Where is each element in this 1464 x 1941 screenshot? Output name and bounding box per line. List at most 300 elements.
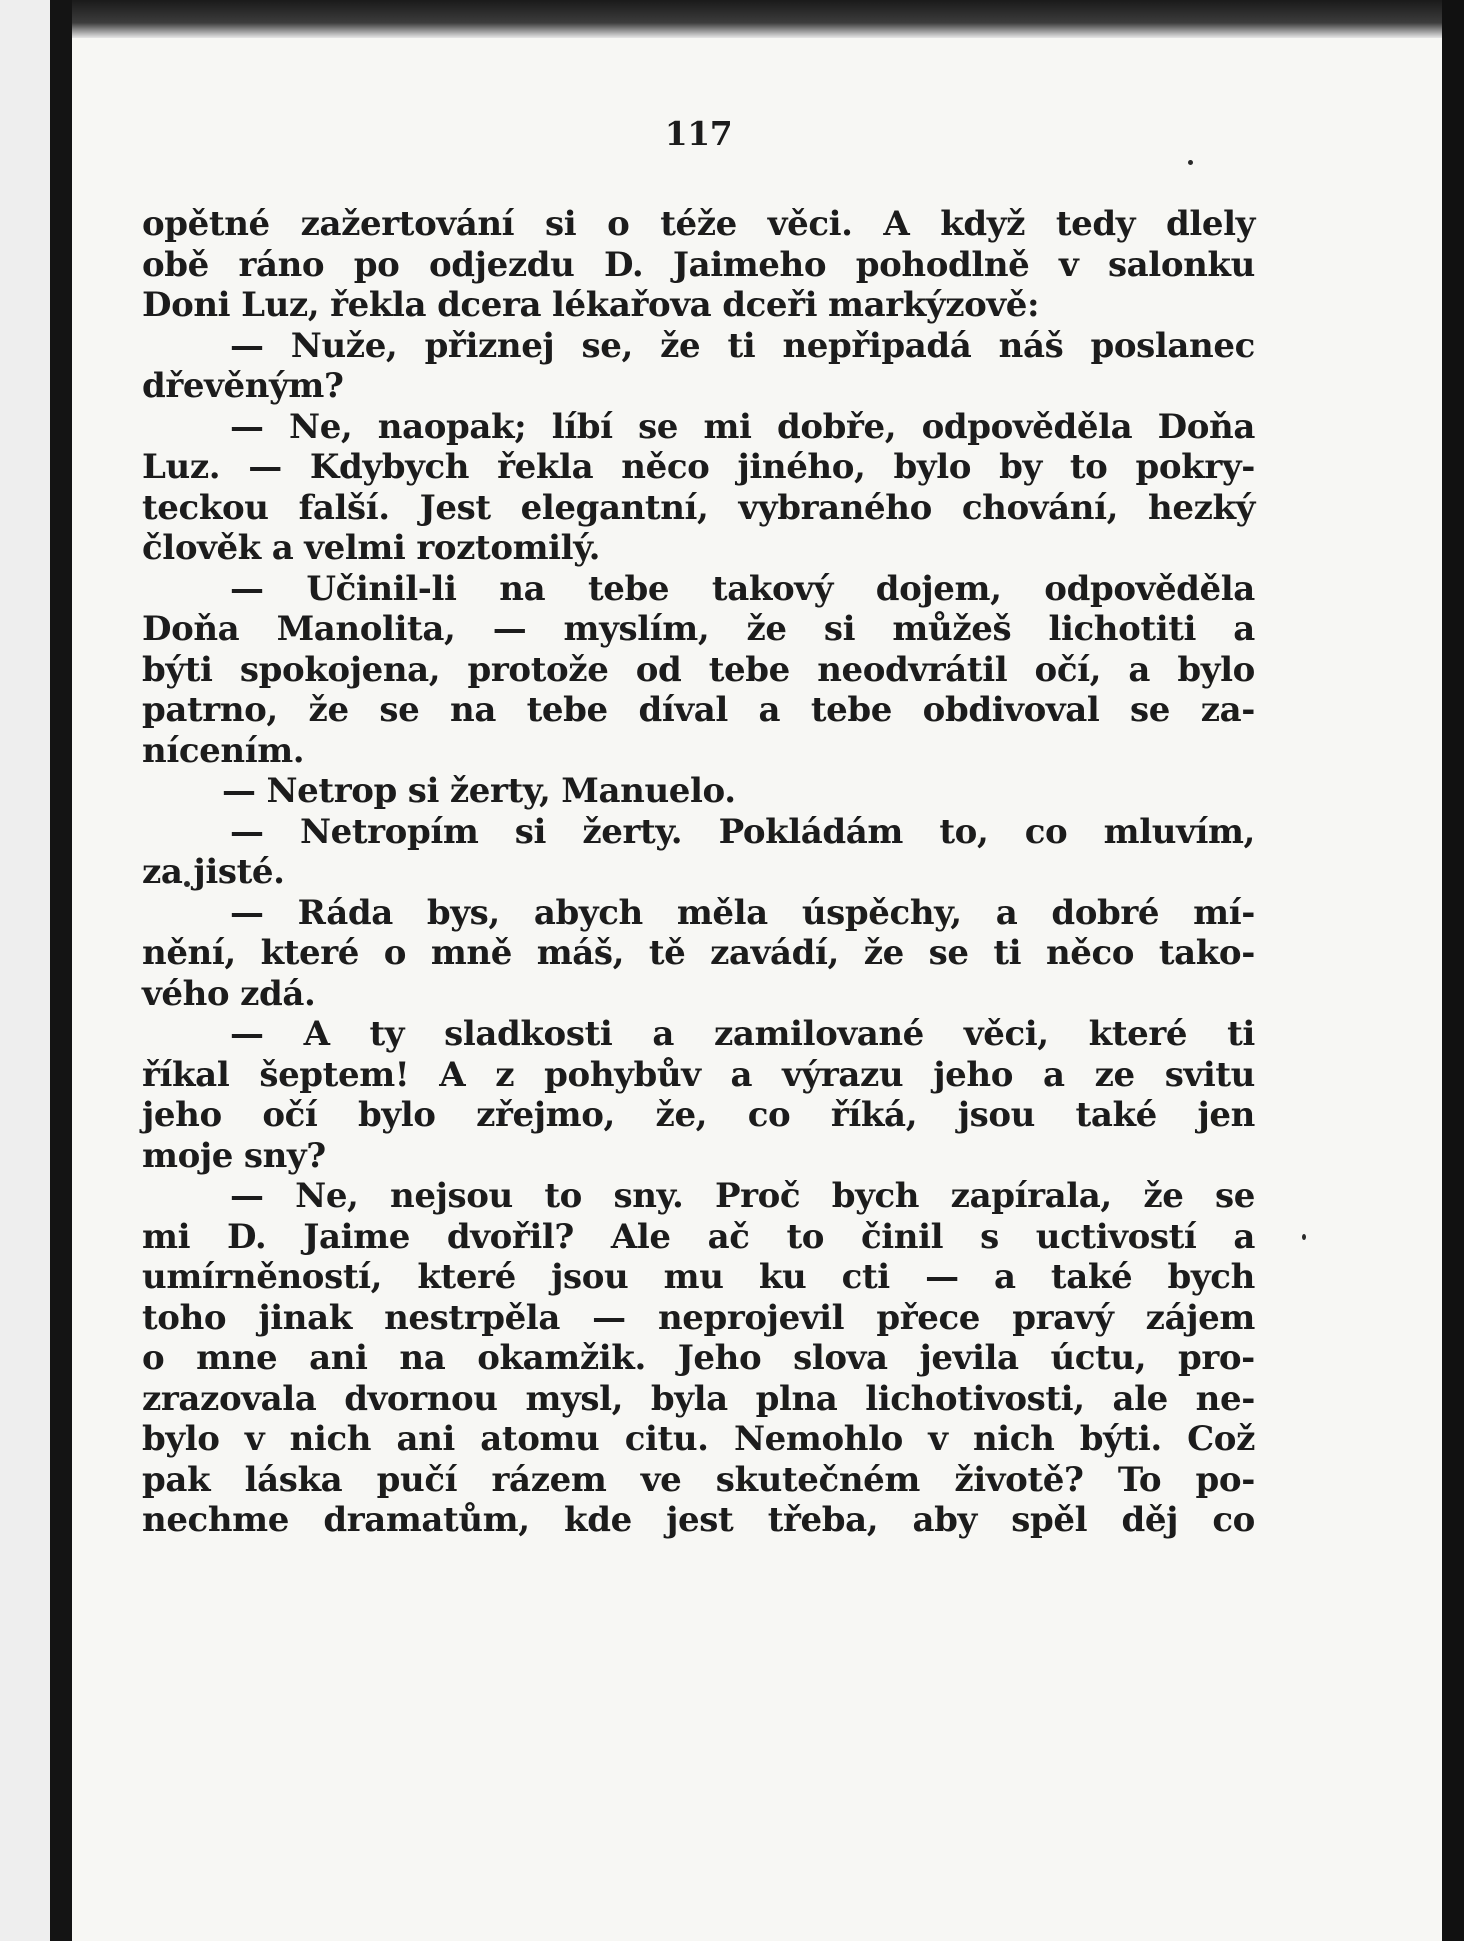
word: si	[407, 771, 440, 811]
word: teckou	[142, 487, 269, 528]
text-line	[142, 1136, 1255, 1177]
word: pohodlně	[855, 244, 1030, 285]
word: že	[660, 325, 701, 366]
word: Jaime	[303, 1216, 410, 1257]
word: řekla	[330, 285, 427, 325]
word: Nuže,	[290, 325, 398, 366]
word: nich	[289, 1419, 372, 1459]
word: mysl,	[525, 1378, 624, 1419]
word: téže	[660, 204, 737, 244]
word: sladkosti	[444, 1014, 613, 1054]
word: lichotivosti,	[865, 1378, 1085, 1419]
word: pro-	[1178, 1338, 1255, 1378]
word: tebe	[708, 649, 790, 690]
word: bylo	[893, 447, 972, 487]
scan-speck	[184, 881, 190, 887]
word: pokry-	[1135, 447, 1255, 487]
word: které	[1088, 1014, 1188, 1054]
word: ne-	[1195, 1378, 1255, 1419]
word: ti	[1227, 1014, 1255, 1054]
word: v	[1059, 244, 1079, 285]
word: tě	[648, 933, 686, 973]
word: že	[746, 609, 787, 649]
word: o	[383, 933, 407, 973]
word: —	[230, 892, 264, 933]
word: okamžik.	[477, 1338, 646, 1378]
word: sny?	[243, 1135, 326, 1176]
word: mí-	[1193, 892, 1255, 933]
word: láska	[244, 1459, 343, 1500]
text-line	[142, 852, 1255, 893]
scan-speck	[1188, 160, 1193, 165]
text-line	[142, 650, 1255, 691]
word: na	[450, 690, 496, 730]
word: a	[758, 690, 781, 730]
word: člověk	[142, 528, 261, 568]
word: ani	[396, 1419, 455, 1459]
body-text	[142, 204, 1255, 1541]
word: v	[244, 1419, 265, 1459]
word: A	[883, 204, 910, 244]
word: elegantní,	[520, 487, 709, 528]
word: děj	[1121, 1500, 1178, 1540]
word: ti	[727, 325, 756, 366]
word: díval	[638, 690, 728, 730]
word: na	[399, 1338, 446, 1378]
text-line	[142, 569, 1255, 610]
word: citu.	[624, 1419, 709, 1459]
word: věci,	[963, 1014, 1049, 1054]
word: tebe	[526, 690, 608, 730]
word: ze	[1094, 1054, 1135, 1095]
word: odpověděla	[1044, 568, 1255, 609]
word: to,	[939, 811, 989, 852]
word: A	[439, 1054, 466, 1095]
word: nich	[972, 1419, 1055, 1459]
word: to	[544, 1176, 582, 1216]
word: očí	[262, 1095, 318, 1135]
word: roztomilý.	[416, 528, 601, 568]
word: uctivostí	[1035, 1216, 1197, 1257]
word: neodvrátil	[817, 649, 1008, 690]
word: co	[1024, 811, 1068, 852]
word: To	[1117, 1459, 1162, 1500]
text-line	[142, 690, 1255, 731]
word: jsou	[551, 1257, 629, 1297]
text-line	[142, 1095, 1255, 1136]
word: jeho	[142, 1095, 222, 1135]
word: jinak	[258, 1297, 352, 1338]
word: za-	[1200, 690, 1255, 730]
word: mu	[663, 1257, 724, 1297]
word: jisté.	[193, 852, 285, 892]
word: poslanec	[1090, 325, 1255, 366]
word: nestrpěla	[384, 1297, 560, 1338]
word: tebe	[587, 568, 670, 609]
word: skutečném	[715, 1459, 920, 1500]
word: a	[1042, 1054, 1065, 1095]
word: můžeš	[892, 609, 1012, 649]
word: po	[353, 244, 400, 285]
word: jiného,	[737, 447, 866, 487]
word: bych	[1167, 1257, 1255, 1297]
word: říká,	[830, 1095, 918, 1135]
word: ty	[369, 1014, 405, 1054]
word: plna	[755, 1378, 838, 1419]
word: obě	[142, 244, 209, 285]
word: bys,	[426, 892, 500, 933]
word: Což	[1187, 1419, 1255, 1459]
word: D.	[227, 1216, 267, 1257]
word: když	[940, 204, 1026, 244]
word: něco	[621, 447, 710, 487]
word: Netrop	[266, 771, 397, 811]
word: a	[993, 1257, 1016, 1297]
word: měla	[676, 892, 768, 933]
word: řekla	[497, 447, 594, 487]
word: třeba,	[767, 1500, 879, 1540]
word: velmi	[304, 528, 406, 568]
word: falší.	[298, 487, 390, 528]
text-line	[142, 1014, 1255, 1055]
word: nejsou	[390, 1176, 513, 1216]
word: atomu	[480, 1419, 600, 1459]
word: toho	[142, 1297, 227, 1338]
word: že	[863, 933, 904, 973]
text-line	[142, 366, 1255, 407]
word: slova	[793, 1338, 888, 1378]
word: v	[928, 1419, 948, 1459]
word: co	[747, 1095, 791, 1135]
word: jevila	[919, 1338, 1019, 1378]
word: sny.	[613, 1176, 684, 1216]
word: mi	[142, 1216, 191, 1257]
word: od	[635, 649, 682, 690]
word: to	[1069, 447, 1108, 487]
word: o	[142, 1338, 165, 1378]
text-line	[142, 1419, 1255, 1460]
word: býti	[142, 649, 213, 690]
word: svitu	[1164, 1054, 1255, 1095]
word: lékařova	[552, 285, 712, 325]
word: se	[1130, 690, 1171, 730]
word: náš	[998, 325, 1064, 366]
word: s	[980, 1216, 999, 1257]
text-line	[142, 285, 1255, 326]
word: také	[1075, 1095, 1157, 1135]
word: že	[308, 690, 349, 730]
text-line	[142, 1055, 1255, 1096]
word: dceři	[722, 285, 818, 325]
word: dobře,	[776, 406, 897, 447]
word: —	[248, 447, 282, 487]
word: Ne,	[295, 1176, 359, 1216]
word: odjezdu	[429, 244, 575, 285]
text-line	[142, 1298, 1255, 1339]
word: takový	[711, 568, 833, 609]
word: Doni	[142, 285, 231, 325]
word: Luz,	[241, 285, 320, 325]
word: se,	[581, 325, 633, 366]
word: se	[379, 690, 420, 730]
word: pohybův	[544, 1054, 701, 1095]
word: dojem,	[875, 568, 1002, 609]
word: jeho	[933, 1054, 1013, 1095]
word: zdá.	[240, 973, 316, 1014]
word: hezký	[1148, 487, 1255, 528]
word: a	[995, 892, 1018, 933]
word: a	[1233, 1216, 1255, 1257]
word: mi	[703, 406, 752, 447]
text-line	[142, 407, 1255, 448]
text-line	[142, 771, 1255, 812]
word: spokojena,	[239, 649, 441, 690]
word: že	[1143, 1176, 1184, 1216]
word: tebe	[810, 690, 892, 730]
word: o	[607, 204, 630, 244]
word: po-	[1195, 1459, 1255, 1500]
word: aby	[912, 1500, 977, 1540]
word: —	[230, 1014, 264, 1054]
text-line	[142, 204, 1255, 245]
word: opětné	[142, 204, 270, 244]
word: Manuelo.	[561, 771, 736, 811]
page-number: 117	[664, 114, 733, 153]
word: zamilované	[713, 1014, 924, 1054]
word: si	[823, 609, 856, 649]
word: bych	[831, 1176, 920, 1216]
word: mne	[196, 1338, 278, 1378]
word: —	[230, 568, 264, 609]
word: tedy	[1055, 204, 1136, 244]
word: co	[1212, 1500, 1255, 1540]
word: se	[1215, 1176, 1255, 1216]
word: nechme	[142, 1500, 289, 1540]
word: které	[260, 933, 360, 973]
word: pravý	[1012, 1297, 1114, 1338]
word: dlely	[1165, 204, 1255, 244]
word: si	[514, 811, 547, 852]
word: a	[1128, 649, 1151, 690]
word: očí,	[1034, 649, 1102, 690]
word: Jeho	[677, 1338, 762, 1378]
scan-speck	[1302, 1234, 1306, 1240]
word: žerty,	[449, 771, 551, 811]
word: ve	[640, 1459, 682, 1500]
word: Ne,	[289, 406, 353, 447]
word: kde	[564, 1500, 632, 1540]
word: zažertování	[300, 204, 515, 244]
word: a	[271, 528, 294, 568]
word: říkal	[142, 1054, 230, 1095]
text-line	[142, 1217, 1255, 1258]
word: —	[222, 771, 256, 811]
word: patrno,	[142, 690, 278, 730]
word: Kdybych	[309, 447, 470, 487]
word: si	[545, 204, 577, 244]
word: z	[495, 1054, 515, 1095]
word: přece	[876, 1297, 981, 1338]
word: činil	[860, 1216, 944, 1257]
word: životě?	[954, 1459, 1084, 1500]
word: býti.	[1079, 1419, 1162, 1459]
word: A	[303, 1014, 330, 1054]
word: —	[230, 406, 264, 447]
word: spěl	[1011, 1500, 1088, 1540]
word: rázem	[491, 1459, 607, 1500]
word: —	[925, 1257, 959, 1297]
word: abych	[533, 892, 643, 933]
text-line	[142, 1379, 1255, 1420]
word: nepřipadá	[782, 325, 972, 366]
word: zrazovala	[142, 1378, 317, 1419]
text-line	[142, 1460, 1255, 1501]
word: nícením.	[142, 730, 305, 771]
word: ač	[707, 1216, 750, 1257]
word: pak	[142, 1459, 211, 1500]
word: umírněností,	[142, 1257, 383, 1297]
word: a	[730, 1054, 753, 1095]
word: —	[230, 325, 264, 366]
word: neprojevil	[657, 1297, 845, 1338]
word: odpověděla	[921, 406, 1133, 447]
text-line	[142, 488, 1255, 529]
word: dramatům,	[323, 1500, 530, 1540]
word: Ráda	[297, 892, 393, 933]
text-line	[142, 893, 1255, 934]
word: vého	[142, 973, 230, 1014]
word: Pokládám	[718, 811, 904, 852]
word: to	[786, 1216, 825, 1257]
word: protože	[467, 649, 609, 690]
word: dcera	[437, 285, 542, 325]
word: úctu,	[1050, 1338, 1147, 1378]
word: nění,	[142, 933, 236, 973]
word: Učinil-li	[306, 568, 457, 609]
word: dřevěným?	[142, 366, 344, 406]
word: ti	[993, 933, 1022, 973]
word: —	[492, 609, 527, 649]
word: Ale	[610, 1216, 671, 1257]
word: Luz.	[142, 447, 221, 487]
word: dobré	[1051, 892, 1160, 933]
word: bylo	[142, 1419, 220, 1459]
word: zřejmo,	[476, 1095, 615, 1135]
word: markýzově:	[828, 285, 1040, 325]
word: ale	[1112, 1378, 1168, 1419]
word: cti	[841, 1257, 890, 1297]
word: a	[652, 1014, 674, 1054]
word: výrazu	[782, 1054, 904, 1095]
word: jest	[666, 1500, 734, 1540]
scan-border-top	[72, 0, 1442, 38]
word: mně	[430, 933, 512, 973]
word: myslím,	[563, 609, 710, 649]
word: na	[499, 568, 546, 609]
word: úspěchy,	[801, 892, 962, 933]
word: že,	[655, 1095, 708, 1135]
word: máš,	[536, 933, 625, 973]
text-line	[142, 609, 1255, 650]
word: moje	[142, 1135, 233, 1176]
word: se	[638, 406, 679, 447]
text-line	[142, 1338, 1255, 1379]
word: bylo	[1177, 649, 1255, 690]
word: Manolita,	[276, 609, 456, 649]
word: Doňa	[142, 609, 240, 649]
word: tako-	[1158, 933, 1255, 973]
word: —	[230, 811, 264, 852]
text-line	[142, 812, 1255, 853]
word: ku	[758, 1257, 807, 1297]
word: šeptem!	[259, 1054, 410, 1095]
word: ani	[309, 1338, 368, 1378]
word: žerty.	[582, 811, 683, 852]
text-line	[142, 1500, 1255, 1541]
word: zájem	[1145, 1297, 1255, 1338]
word: věci.	[767, 204, 853, 244]
word: Jaimeho	[672, 244, 827, 285]
word: líbí	[551, 406, 613, 447]
word: Nemohlo	[733, 1419, 903, 1459]
word: se	[928, 933, 969, 973]
text-line	[142, 245, 1255, 286]
word: Jest	[419, 487, 491, 528]
scan-border-right	[1442, 0, 1464, 1941]
text-line	[142, 933, 1255, 974]
word: něco	[1045, 933, 1135, 973]
word: Doňa	[1157, 406, 1255, 447]
word: zapírala,	[950, 1176, 1112, 1216]
text-line	[142, 731, 1255, 772]
word: přiznej	[424, 325, 555, 366]
word: Netropím	[299, 811, 479, 852]
word: také	[1050, 1257, 1133, 1297]
word: salonku	[1107, 244, 1255, 285]
word: —	[592, 1297, 626, 1338]
scan-border-left	[50, 0, 72, 1941]
page-sheet	[72, 38, 1442, 1941]
word: které	[417, 1257, 516, 1297]
word: obdivoval	[922, 690, 1100, 730]
word: dvořil?	[446, 1216, 574, 1257]
word: dvornou	[344, 1378, 498, 1419]
word: jsou	[957, 1095, 1035, 1135]
word: zavádí,	[710, 933, 839, 973]
word: ráno	[238, 244, 325, 285]
word: byla	[650, 1378, 728, 1419]
word: D.	[604, 244, 644, 285]
word: jen	[1197, 1095, 1255, 1135]
text-line	[142, 974, 1255, 1015]
word: chování,	[961, 487, 1119, 528]
word: bylo	[358, 1095, 436, 1135]
word: vybraného	[738, 487, 932, 528]
word: pučí	[376, 1459, 458, 1500]
word: mluvím,	[1103, 811, 1255, 852]
text-line	[142, 447, 1255, 488]
text-line	[142, 1257, 1255, 1298]
word: —	[230, 1176, 264, 1216]
text-line	[142, 528, 1255, 569]
word: naopak;	[377, 406, 527, 447]
word: a	[1233, 609, 1255, 649]
text-line	[142, 326, 1255, 367]
word: lichotiti	[1048, 609, 1197, 649]
word: za	[142, 852, 183, 892]
text-line	[142, 1176, 1255, 1217]
word: by	[999, 447, 1042, 487]
